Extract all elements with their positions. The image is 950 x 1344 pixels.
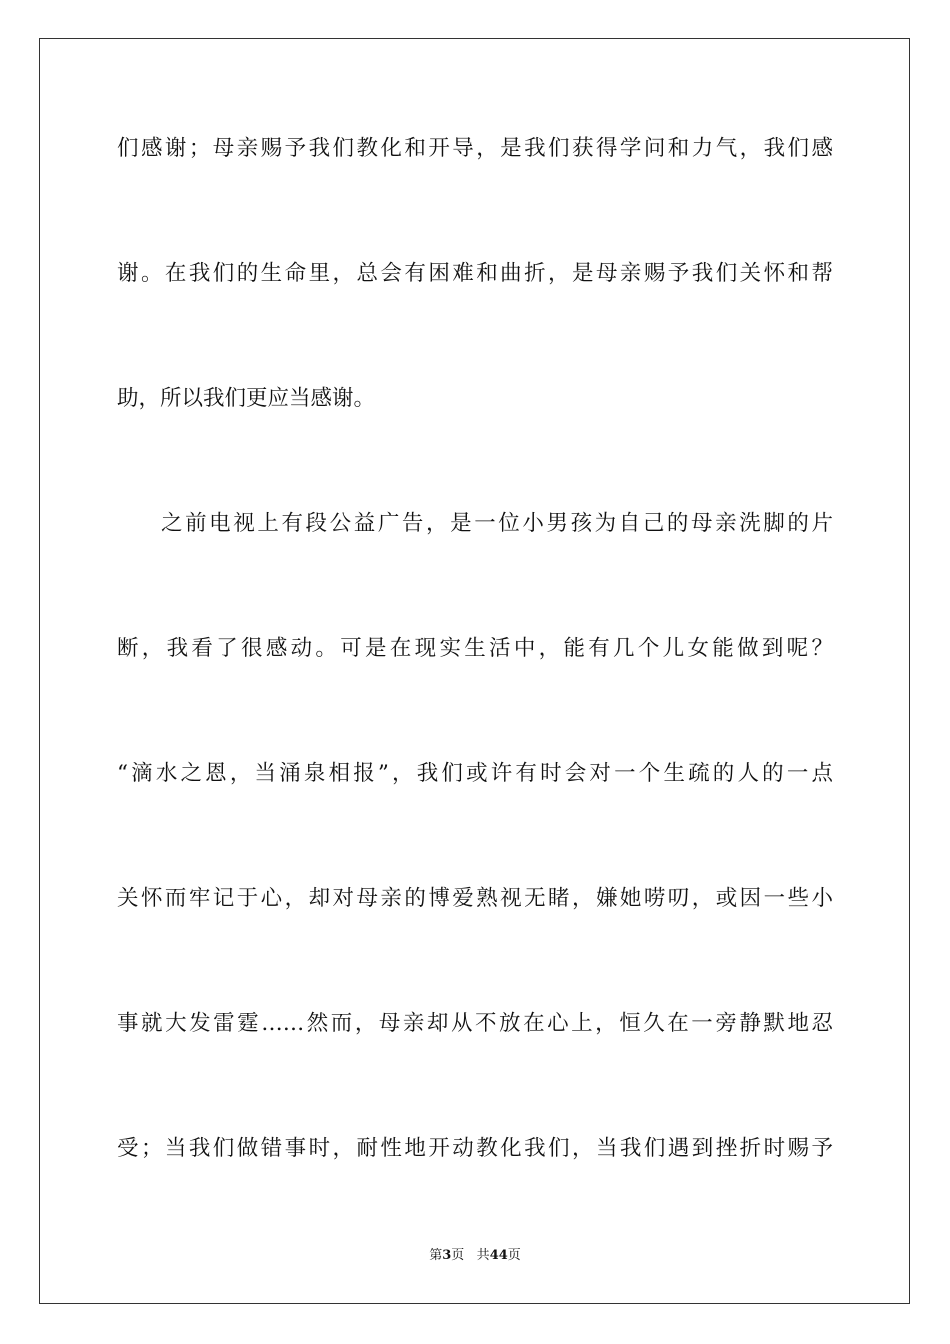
body-line-7: 关怀而牢记于心，却对母亲的博爱熟视无睹，嫌她唠叨，或因一些小 [117,886,833,911]
page-number: 3 [442,1248,452,1263]
body-line-9: 受；当我们做错事时，耐性地开动教化我们，当我们遇到挫折时赐予 [117,1136,833,1161]
body-line-4: 之前电视上有段公益广告，是一位小男孩为自己的母亲洗脚的片 [161,511,833,536]
body-line-5: 断，我看了很感动。可是在现实生活中，能有几个儿女能做到呢？ [117,636,833,661]
total-suffix: 页 [507,1248,521,1263]
body-line-1: 们感谢；母亲赐予我们教化和开导，是我们获得学问和力气，我们感 [117,136,833,161]
body-line-3: 助，所以我们更应当感谢。 [117,386,376,411]
total-pages: 44 [489,1248,508,1263]
total-prefix: 共 [476,1248,490,1263]
page-suffix: 页 [451,1248,465,1263]
page-prefix: 第 [429,1248,443,1263]
page-border [39,38,910,1304]
body-line-6: “滴水之恩，当涌泉相报”，我们或许有时会对一个生疏的人的一点 [117,761,833,786]
body-line-2: 谢。在我们的生命里，总会有困难和曲折，是母亲赐予我们关怀和帮 [117,261,833,286]
page-footer [0,1247,950,1265]
body-line-8: 事就大发雷霆……然而，母亲却从不放在心上，恒久在一旁静默地忍 [117,1011,833,1036]
